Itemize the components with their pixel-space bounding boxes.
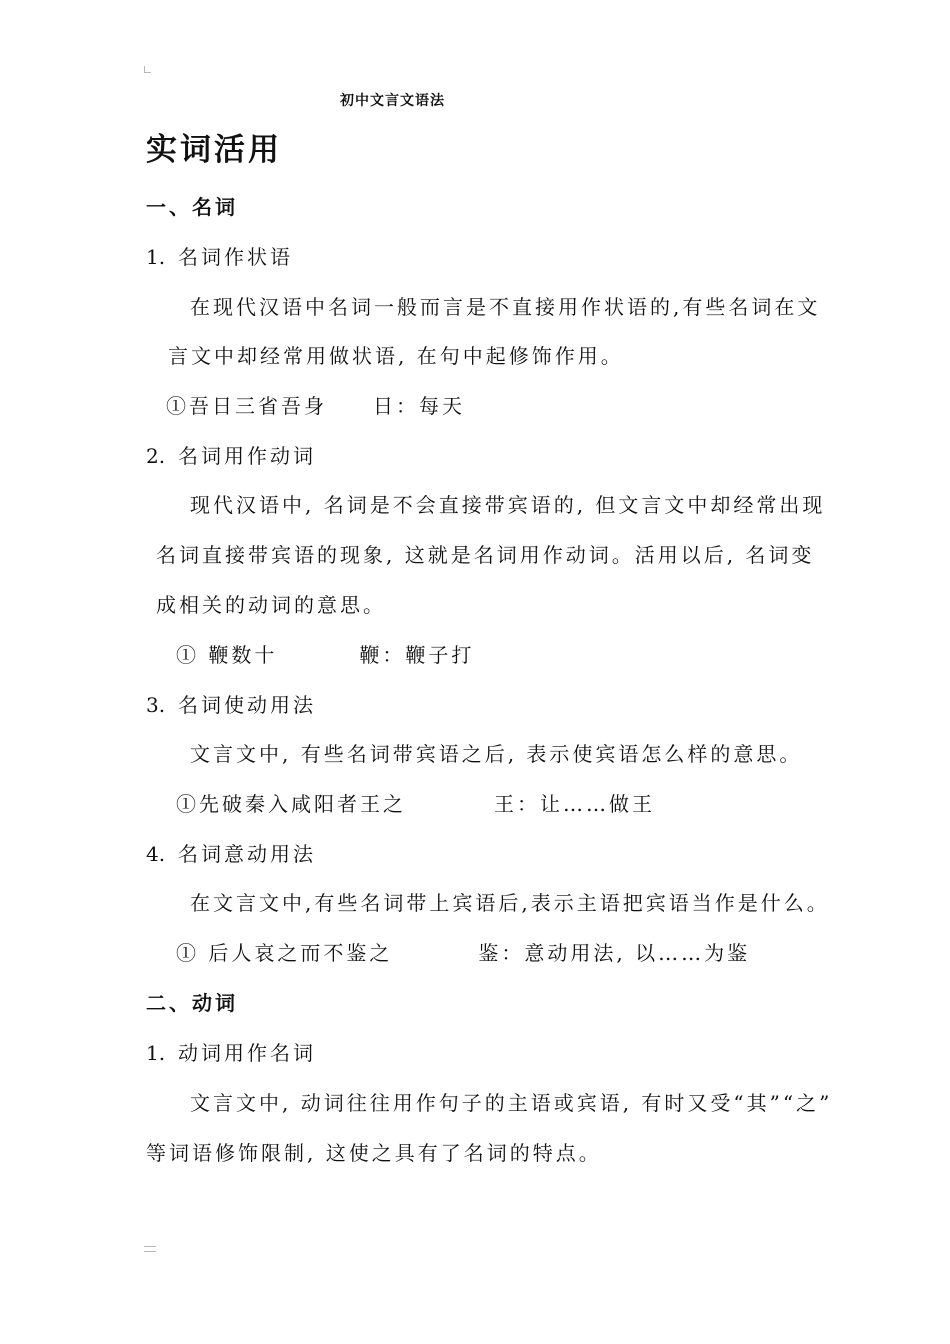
example-text: ① 后人哀之而不鉴之	[176, 941, 393, 965]
subsection-number: 1.	[146, 1041, 166, 1065]
example-text: ①吾日三省吾身	[166, 394, 327, 418]
paragraph-line: 成相关的动词的意思。	[156, 593, 386, 617]
subsection-label: 名词作状语	[178, 245, 293, 269]
section-heading-nouns: 一、名词	[146, 195, 238, 219]
example-line	[176, 642, 474, 668]
example-text: ① 鞭数十	[176, 643, 278, 667]
example-gloss: 王：让……做王	[494, 792, 655, 816]
example-gloss: 鞭：鞭子打	[359, 643, 475, 667]
subsection-number: 1.	[146, 245, 166, 269]
subsection-label: 名词意动用法	[178, 842, 316, 866]
paragraph-line: 文言文中, 有些名词带宾语之后, 表示使宾语怎么样的意思。	[190, 742, 803, 766]
subsection-label: 动词用作名词	[178, 1041, 316, 1065]
subsection-number: 4.	[146, 842, 166, 866]
subsection-heading	[146, 692, 316, 718]
example-line	[176, 940, 750, 966]
example-gloss: 日：每天	[373, 394, 465, 418]
example-gloss: 鉴：意动用法, 以……为鉴	[478, 941, 751, 965]
subsection-heading	[146, 1040, 316, 1066]
page-corner-mark-bottom	[144, 1246, 156, 1252]
paragraph-line: 名词直接带宾语的现象, 这就是名词用作动词。活用以后, 名词变	[156, 543, 815, 567]
paragraph-line: 等词语修饰限制, 这使之具有了名词的特点。	[146, 1141, 602, 1165]
example-line	[176, 791, 655, 817]
subsection-heading	[146, 443, 316, 469]
subsection-number: 3.	[146, 693, 166, 717]
paragraph-line: 在文言文中,有些名词带上宾语后,表示主语把宾语当作是什么。	[190, 891, 830, 915]
subsection-heading	[146, 841, 316, 867]
page-corner-mark-top	[144, 66, 151, 73]
paragraph-line: 在现代汉语中名词一般而言是不直接用作状语的,有些名词在文	[190, 295, 821, 319]
paragraph-line: 文言文中, 动词往往用作句子的主语或宾语, 有时又受“其”“之”	[190, 1091, 833, 1115]
subsection-label: 名词使动用法	[178, 693, 316, 717]
example-text: ①先破秦入咸阳者王之	[176, 792, 406, 816]
page-title: 实词活用	[146, 132, 282, 168]
section-heading-verbs: 二、动词	[146, 991, 238, 1015]
page-header: 初中文言文语法	[340, 93, 445, 109]
example-line	[166, 393, 465, 419]
subsection-label: 名词用作动词	[178, 444, 316, 468]
subsection-number: 2.	[146, 444, 166, 468]
paragraph-line: 现代汉语中, 名词是不会直接带宾语的, 但文言文中却经常出现	[190, 493, 826, 517]
paragraph-line: 言文中却经常用做状语, 在句中起修饰作用。	[168, 344, 624, 368]
subsection-heading	[146, 244, 293, 270]
